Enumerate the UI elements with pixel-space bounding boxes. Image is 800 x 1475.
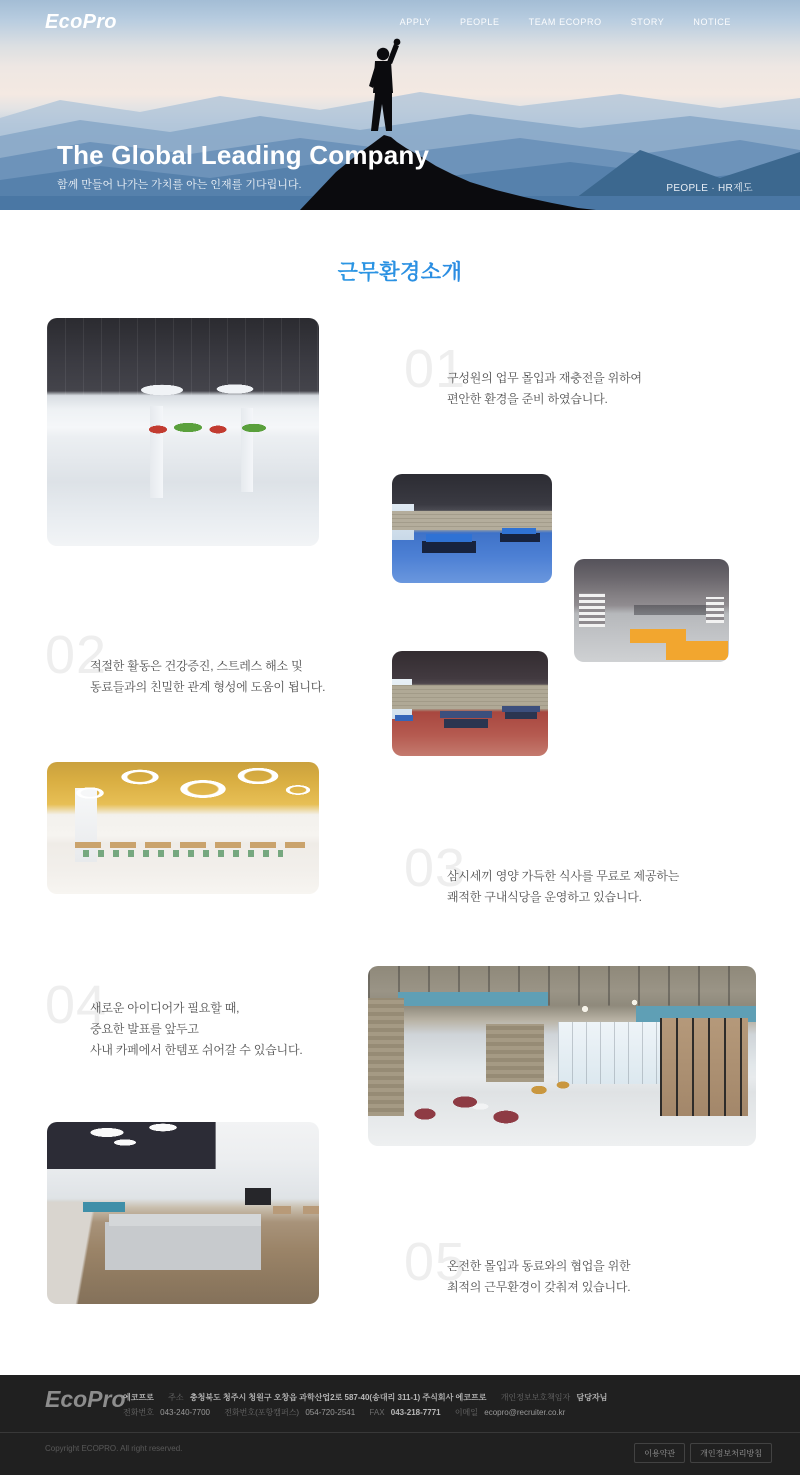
main-nav xyxy=(400,17,731,27)
copyright-text: Copyright ECOPRO. All right reserved. xyxy=(45,1444,183,1453)
nav-item-notice[interactable]: NOTICE xyxy=(693,17,731,27)
section-text-line: 중요한 발표를 앞두고 xyxy=(90,1022,199,1036)
section-text-line: 구성원의 업무 몰입과 재충전을 위하여 xyxy=(447,371,642,385)
footer-fax: 043-218-7771 xyxy=(390,1408,441,1417)
footer-tel-label: 전화번호 xyxy=(123,1408,154,1417)
footer-tel2-label: 전화번호(포항캠퍼스) xyxy=(224,1408,300,1417)
gym-photo xyxy=(574,559,729,662)
footer-email: ecopro@recruiter.co.kr xyxy=(484,1408,566,1417)
billiards-room-photo xyxy=(392,474,552,583)
section-text-03 xyxy=(447,866,679,908)
site-footer xyxy=(0,1375,800,1475)
footer-logo: EcoPro xyxy=(45,1386,126,1412)
footer-tel2: 054-720-2541 xyxy=(305,1408,356,1417)
footer-company-info xyxy=(123,1390,611,1420)
section-text-line: 편안한 환경을 준비 하였습니다. xyxy=(447,392,608,406)
section-text-line: 온전한 몰입과 동료와의 협업을 위한 xyxy=(447,1259,631,1273)
top-navigation-bar xyxy=(0,0,800,44)
nav-item-people[interactable]: PEOPLE xyxy=(459,17,500,27)
section-number-03: 03 xyxy=(404,838,467,898)
section-text-04 xyxy=(90,998,302,1061)
work-environment-section xyxy=(0,210,800,1375)
section-text-01 xyxy=(447,368,642,410)
table-tennis-photo xyxy=(392,651,548,756)
section-number-01: 01 xyxy=(404,339,467,399)
section-text-line: 사내 카페에서 한템포 쉬어갈 수 있습니다. xyxy=(90,1043,303,1057)
cafeteria-photo xyxy=(47,762,319,894)
nav-item-apply[interactable]: APPLY xyxy=(399,17,431,27)
section-number-05: 05 xyxy=(404,1232,467,1292)
nav-item-team-ecopro[interactable]: TEAM ECOPRO xyxy=(528,17,602,27)
open-office-photo xyxy=(47,1122,319,1304)
header-logo[interactable]: EcoPro xyxy=(45,10,117,33)
footer-divider xyxy=(0,1432,800,1433)
section-text-02 xyxy=(90,656,325,698)
privacy-policy-button[interactable]: 개인정보처리방침 xyxy=(690,1443,772,1463)
nav-item-story[interactable]: STORY xyxy=(630,17,665,27)
section-text-line: 새로운 아이디어가 필요할 때, xyxy=(90,1001,240,1015)
section-text-05 xyxy=(447,1256,630,1298)
section-text-line: 적절한 활동은 건강증진, 스트레스 해소 및 xyxy=(90,659,303,673)
lobby-photo xyxy=(47,318,319,546)
cafe-lounge-photo xyxy=(368,966,756,1146)
section-text-line: 최적의 근무환경이 갖춰져 있습니다. xyxy=(447,1280,631,1294)
hero-subtitle: 함께 만들어 나가는 가치를 아는 인재를 기다립니다. xyxy=(57,179,302,191)
footer-policy-buttons xyxy=(634,1443,772,1463)
terms-of-use-button[interactable]: 이용약관 xyxy=(634,1443,685,1463)
hero-title: The Global Leading Company xyxy=(57,140,430,170)
breadcrumb: PEOPLE · HR제도 xyxy=(666,183,753,194)
section-text-line: 삼시세끼 영양 가득한 식사를 무료로 제공하는 xyxy=(447,869,680,883)
page-title: 근무환경소개 xyxy=(0,256,800,286)
footer-fax-label: FAX xyxy=(369,1408,385,1417)
footer-company-name: 에코프로 xyxy=(123,1393,154,1402)
section-number-04: 04 xyxy=(45,975,108,1035)
section-text-line: 동료들과의 친밀한 관계 형성에 도움이 됩니다. xyxy=(90,680,326,694)
footer-address-line xyxy=(123,1390,611,1405)
section-text-line: 쾌적한 구내식당을 운영하고 있습니다. xyxy=(447,890,642,904)
footer-address: 충청북도 청주시 청원구 오창읍 과학산업2로 587-40(송대리 311-1) 주식회사 에코프로 xyxy=(189,1393,487,1402)
footer-privacy-officer: 담당자님 xyxy=(576,1393,608,1402)
footer-contact-line xyxy=(123,1405,611,1420)
footer-email-label: 이메일 xyxy=(454,1408,479,1417)
footer-privacy-officer-label: 개인정보보호책임자 xyxy=(500,1393,571,1402)
hero-banner xyxy=(0,0,800,210)
section-number-02: 02 xyxy=(45,625,108,685)
footer-address-label: 주소 xyxy=(168,1393,184,1402)
footer-tel: 043-240-7700 xyxy=(160,1408,210,1417)
